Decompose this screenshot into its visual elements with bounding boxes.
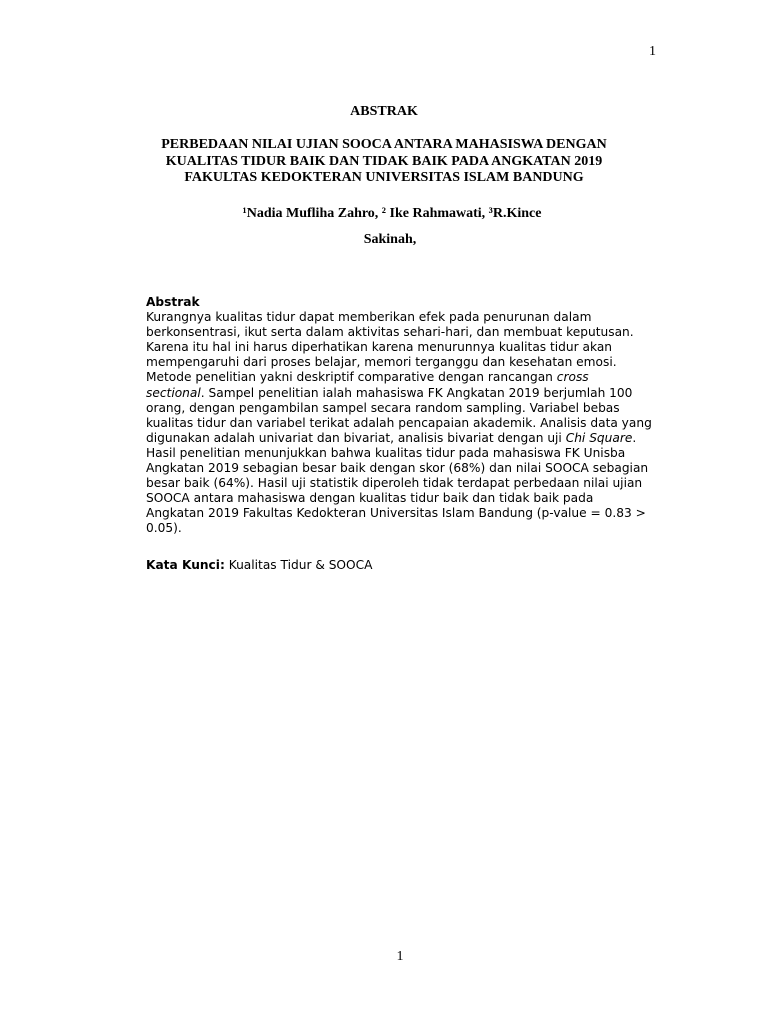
abstract-line	[146, 370, 666, 385]
abstract-italic-text: cross	[556, 370, 589, 385]
abstract-line	[146, 386, 666, 401]
abstract-text: Angkatan 2019 Fakultas Kedokteran Universitas Islam Bandung (p-value = 0.83 >	[146, 506, 646, 521]
abstract-line	[146, 476, 666, 491]
abstract-line	[146, 491, 666, 506]
keywords-value: Kualitas Tidur & SOOCA	[224, 558, 373, 572]
abstract-text: Hasil penelitian menunjukkan bahwa kualitas tidur pada mahasiswa FK Unisba	[146, 445, 626, 460]
abstract-text: Kurangnya kualitas tidur dapat memberikan efek pada penurunan dalam	[146, 310, 592, 325]
abstract-section	[146, 295, 666, 537]
abstract-line	[146, 431, 666, 446]
abstract-italic-text: Chi Square	[565, 430, 633, 445]
abstract-line	[146, 325, 666, 340]
paper-title-line: KUALITAS TIDUR BAIK DAN TIDAK BAIK PADA ANGKATAN 2019	[165, 153, 603, 169]
abstract-text: SOOCA antara mahasiswa dengan kualitas tidur baik dan tidak baik pada	[146, 491, 594, 506]
abstract-text: Metode penelitian yakni deskriptif comparative dengan rancangan	[146, 370, 557, 385]
abstract-text: . Sampel penelitian ialah mahasiswa FK Angkatan 2019 berjumlah 100	[200, 385, 633, 400]
page-number-top: 1	[649, 44, 656, 59]
abstract-text: 0.05).	[146, 521, 182, 536]
keywords	[146, 558, 372, 572]
abstract-text: Karena itu hal ini harus diperhatikan karena menurunnya kualitas tidur akan	[146, 340, 613, 355]
abstract-line	[146, 506, 666, 521]
keywords-label: Kata Kunci:	[146, 558, 225, 572]
abstract-line	[146, 446, 666, 461]
page-number-bottom: 1	[396, 949, 404, 964]
abstract-line	[146, 401, 666, 416]
section-title: ABSTRAK	[350, 104, 418, 119]
authors-line: ¹Nadia Mufliha Zahro, ² Ike Rahmawati, ³R.Kince	[242, 206, 542, 221]
abstract-line	[146, 340, 666, 355]
abstract-heading: Abstrak	[146, 295, 200, 309]
abstract-text: mempengaruhi dari proses belajar, memori terganggu dan kesehatan emosi.	[146, 355, 617, 370]
abstract-body	[146, 310, 666, 536]
abstract-line	[146, 355, 666, 370]
abstract-text: .	[632, 430, 637, 445]
abstract-text: besar baik (64%). Hasil uji statistik diperoleh tidak terdapat perbedaan nilai ujian	[146, 476, 643, 491]
abstract-line	[146, 521, 666, 536]
paper-title-line: PERBEDAAN NILAI UJIAN SOOCA ANTARA MAHASISWA DENGAN	[161, 137, 607, 152]
authors-line: Sakinah,	[363, 232, 417, 247]
paper-title-line: FAKULTAS KEDOKTERAN UNIVERSITAS ISLAM BANDUNG	[184, 170, 584, 185]
abstract-line	[146, 416, 666, 431]
abstract-italic-text: sectional	[146, 385, 201, 400]
abstract-text: Angkatan 2019 sebagian besar baik dengan skor (68%) dan nilai SOOCA sebagian	[146, 461, 649, 476]
abstract-text: kualitas tidur dan variabel terikat adalah pencapaian akademik. Analisis data yang	[146, 415, 652, 430]
abstract-text: digunakan adalah univariat dan bivariat, analisis bivariat dengan uji	[146, 430, 566, 445]
abstract-line	[146, 461, 666, 476]
abstract-text: berkonsentrasi, ikut serta dalam aktivitas sehari-hari, dan membuat keputusan.	[146, 325, 634, 340]
paper-title	[0, 137, 768, 187]
abstract-text: orang, dengan pengambilan sampel secara random sampling. Variabel bebas	[146, 400, 620, 415]
abstract-line	[146, 310, 666, 325]
